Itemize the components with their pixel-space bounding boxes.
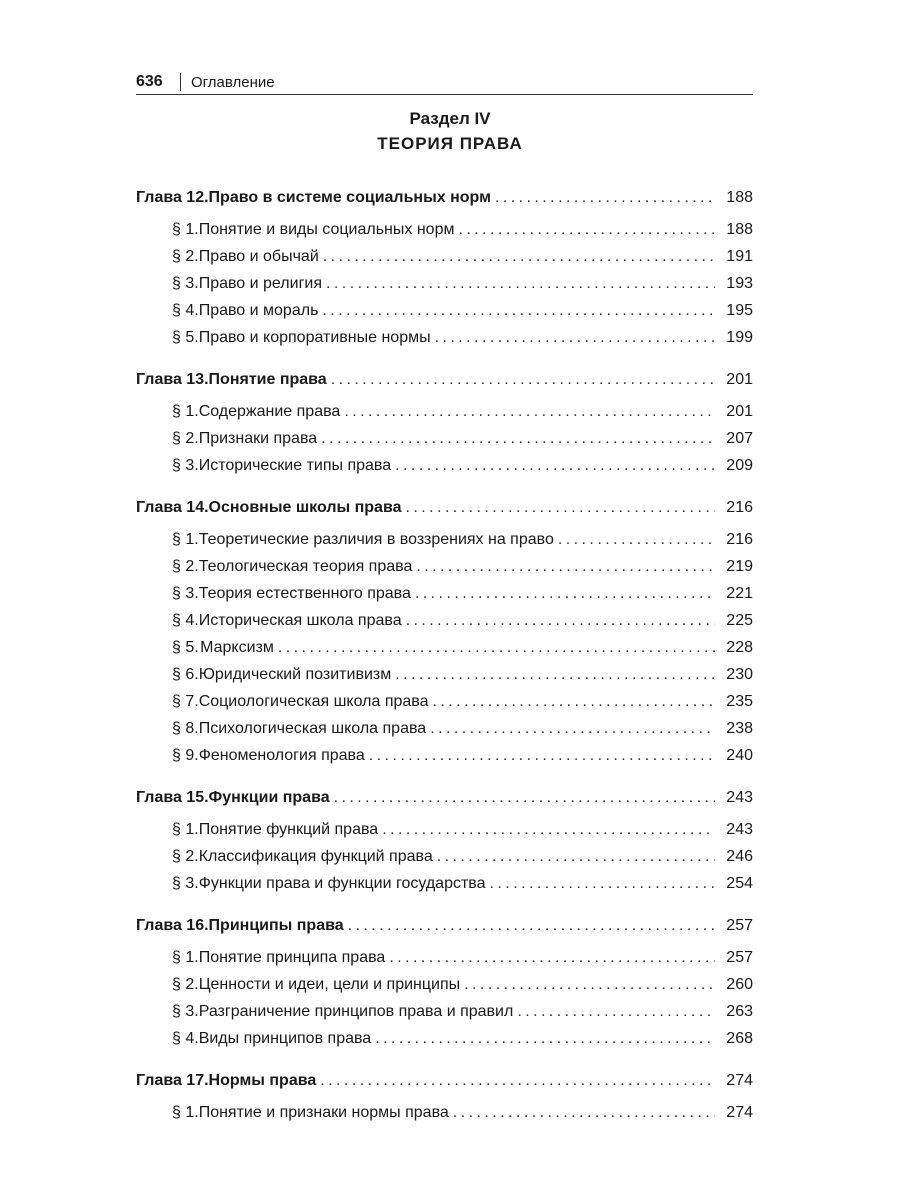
section-number: § 8. (172, 720, 199, 737)
section-title: Социологическая школа права (198, 693, 429, 710)
chapter-label: Глава 17. (136, 1072, 209, 1089)
page-ref: 225 (726, 612, 753, 629)
chapter-title: Функции права (208, 789, 330, 806)
chapter-label: Глава 15. (136, 789, 209, 806)
section-title: Теория естественного права (198, 585, 411, 602)
page-ref: 260 (726, 976, 753, 993)
section-entry[interactable] (136, 688, 753, 715)
section-title: Понятие и признаки нормы права (198, 1104, 449, 1121)
page-ref: 201 (726, 403, 753, 420)
section-title: Теоретические различия в воззрениях на право (198, 531, 554, 548)
page-ref: 274 (726, 1072, 753, 1089)
table-of-contents (136, 184, 753, 1141)
dot-leader (453, 1099, 715, 1126)
section-title: Понятие и виды социальных норм (198, 221, 455, 238)
page-ref: 207 (726, 430, 753, 447)
section-title: Психологическая школа права (198, 720, 427, 737)
chapter-block (136, 366, 753, 479)
section-title: Содержание права (198, 403, 341, 420)
section-number: § 4. (172, 302, 199, 319)
page-ref: 221 (726, 585, 753, 602)
section-number: § 2. (172, 848, 199, 865)
section-title: Виды принципов права (198, 1030, 372, 1047)
section-title: Функции права и функции государства (198, 875, 486, 892)
page-ref: 195 (726, 302, 753, 319)
section-title: Феноменология права (198, 747, 365, 764)
page-ref: 188 (726, 221, 753, 238)
chapter-block (136, 494, 753, 769)
page-ref: 191 (726, 248, 753, 265)
page-ref: 219 (726, 558, 753, 575)
section-number: § 1. (172, 403, 199, 420)
section-number: § 3. (172, 275, 199, 292)
section-title: Признаки права (198, 430, 318, 447)
chapter-title: Принципы права (208, 917, 344, 934)
dot-leader (406, 607, 715, 634)
section-entry[interactable] (136, 870, 753, 897)
dot-leader (395, 452, 715, 479)
section-title: Теологическая теория права (198, 558, 413, 575)
chapter-entry[interactable] (136, 784, 753, 811)
chapter-block (136, 184, 753, 351)
chapter-block (136, 912, 753, 1052)
section-title: Марксизм (200, 639, 274, 656)
page-ref: 216 (726, 531, 753, 548)
section-number: § 2. (172, 430, 199, 447)
section-title: Разграничение принципов права и правил (198, 1003, 514, 1020)
chapter-label: Глава 14. (136, 499, 209, 516)
dot-leader (331, 366, 715, 393)
section-number: § 3. (172, 1003, 199, 1020)
dot-leader (395, 661, 715, 688)
section-number: § 2. (172, 558, 199, 575)
page-number: 636 (136, 73, 163, 90)
section-number: § 9. (172, 747, 199, 764)
dot-leader (369, 742, 715, 769)
dot-leader (517, 998, 715, 1025)
section-number: § 2. (172, 976, 199, 993)
page-ref: 257 (726, 949, 753, 966)
page-ref: 230 (726, 666, 753, 683)
section-title: Право и обычай (198, 248, 319, 265)
chapter-entry[interactable] (136, 1067, 753, 1094)
dot-leader (458, 216, 715, 243)
page-ref: 199 (726, 329, 753, 346)
section-title: Понятие принципа права (198, 949, 386, 966)
section-number: § 1. (172, 531, 199, 548)
chapter-label: Глава 13. (136, 371, 209, 388)
section-number: § 6. (172, 666, 199, 683)
section-number: § 2. (172, 248, 199, 265)
section-title: ТЕОРИЯ ПРАВА (377, 134, 523, 153)
dot-leader (382, 816, 715, 843)
section-entry[interactable] (136, 243, 753, 270)
section-number: § 1. (172, 821, 199, 838)
dot-leader (495, 184, 715, 211)
chapter-entry[interactable] (136, 184, 753, 211)
chapter-title: Право в системе социальных норм (208, 189, 491, 206)
page-ref: 216 (726, 499, 753, 516)
page-ref: 240 (726, 747, 753, 764)
section-heading (0, 106, 900, 156)
section-entry[interactable] (136, 634, 753, 661)
section-number: § 7. (172, 693, 199, 710)
section-entry[interactable] (136, 971, 753, 998)
page-ref: 235 (726, 693, 753, 710)
page-ref: 209 (726, 457, 753, 474)
dot-leader (375, 1025, 715, 1052)
section-label: Раздел IV (409, 109, 491, 128)
chapter-block (136, 784, 753, 897)
page-ref: 243 (726, 821, 753, 838)
dot-leader (344, 398, 715, 425)
section-entry[interactable] (136, 270, 753, 297)
page-ref: 268 (726, 1030, 753, 1047)
section-entry[interactable] (136, 526, 753, 553)
dot-leader (326, 270, 715, 297)
section-entry[interactable] (136, 661, 753, 688)
page-ref: 257 (726, 917, 753, 934)
section-number: § 3. (172, 875, 199, 892)
section-entry[interactable] (136, 998, 753, 1025)
running-title: Оглавление (191, 73, 275, 91)
section-entry[interactable] (136, 715, 753, 742)
section-entry[interactable] (136, 742, 753, 769)
section-entry[interactable] (136, 580, 753, 607)
dot-leader (278, 634, 715, 661)
page-ref: 188 (726, 189, 753, 206)
section-number: § 5. (172, 329, 199, 346)
section-title: Право и корпоративные нормы (198, 329, 431, 346)
section-entry[interactable] (136, 425, 753, 452)
section-number: § 1. (172, 1104, 199, 1121)
section-entry[interactable] (136, 1099, 753, 1126)
chapter-label: Глава 12. (136, 189, 209, 206)
section-entry[interactable] (136, 398, 753, 425)
section-title: Понятие функций права (198, 821, 379, 838)
dot-leader (334, 784, 715, 811)
section-entry[interactable] (136, 1025, 753, 1052)
dot-leader (430, 715, 715, 742)
dot-leader (415, 580, 715, 607)
header-divider (180, 73, 181, 91)
dot-leader (558, 526, 715, 553)
dot-leader (320, 1067, 715, 1094)
section-number: § 5. (172, 639, 199, 656)
section-number: § 4. (172, 1030, 199, 1047)
chapter-title: Понятие права (208, 371, 327, 388)
section-entry[interactable] (136, 944, 753, 971)
page-ref: 243 (726, 789, 753, 806)
dot-leader (321, 425, 715, 452)
section-title: Юридический позитивизм (198, 666, 392, 683)
dot-leader (490, 870, 715, 897)
dot-leader (405, 494, 715, 521)
dot-leader (323, 243, 715, 270)
dot-leader (437, 843, 715, 870)
chapter-title: Основные школы права (208, 499, 402, 516)
section-title: Историческая школа права (198, 612, 402, 629)
section-number: § 4. (172, 612, 199, 629)
chapter-entry[interactable] (136, 366, 753, 393)
section-number: § 1. (172, 949, 199, 966)
chapter-entry[interactable] (136, 494, 753, 521)
section-title: Право и мораль (198, 302, 319, 319)
section-entry[interactable] (136, 816, 753, 843)
dot-leader (416, 553, 715, 580)
section-entry[interactable] (136, 553, 753, 580)
chapter-block (136, 1067, 753, 1126)
chapter-entry[interactable] (136, 912, 753, 939)
section-entry[interactable] (136, 297, 753, 324)
dot-leader (389, 944, 715, 971)
chapter-label: Глава 16. (136, 917, 209, 934)
section-entry[interactable] (136, 607, 753, 634)
section-title: Исторические типы права (198, 457, 392, 474)
section-number: § 3. (172, 585, 199, 602)
dot-leader (322, 297, 715, 324)
section-title: Право и религия (198, 275, 323, 292)
page-ref: 263 (726, 1003, 753, 1020)
page-ref: 274 (726, 1104, 753, 1121)
page-ref: 201 (726, 371, 753, 388)
section-number: § 3. (172, 457, 199, 474)
page-ref: 228 (726, 639, 753, 656)
dot-leader (464, 971, 715, 998)
section-number: § 1. (172, 221, 199, 238)
dot-leader (433, 688, 716, 715)
section-entry[interactable] (136, 324, 753, 351)
section-title: Классификация функций права (198, 848, 433, 865)
section-entry[interactable] (136, 216, 753, 243)
section-entry[interactable] (136, 843, 753, 870)
running-header (136, 70, 753, 95)
chapter-title: Нормы права (208, 1072, 317, 1089)
dot-leader (348, 912, 715, 939)
section-entry[interactable] (136, 452, 753, 479)
page-ref: 193 (726, 275, 753, 292)
page-ref: 246 (726, 848, 753, 865)
page-ref: 238 (726, 720, 753, 737)
dot-leader (435, 324, 715, 351)
section-title: Ценности и идеи, цели и принципы (198, 976, 461, 993)
page-ref: 254 (726, 875, 753, 892)
